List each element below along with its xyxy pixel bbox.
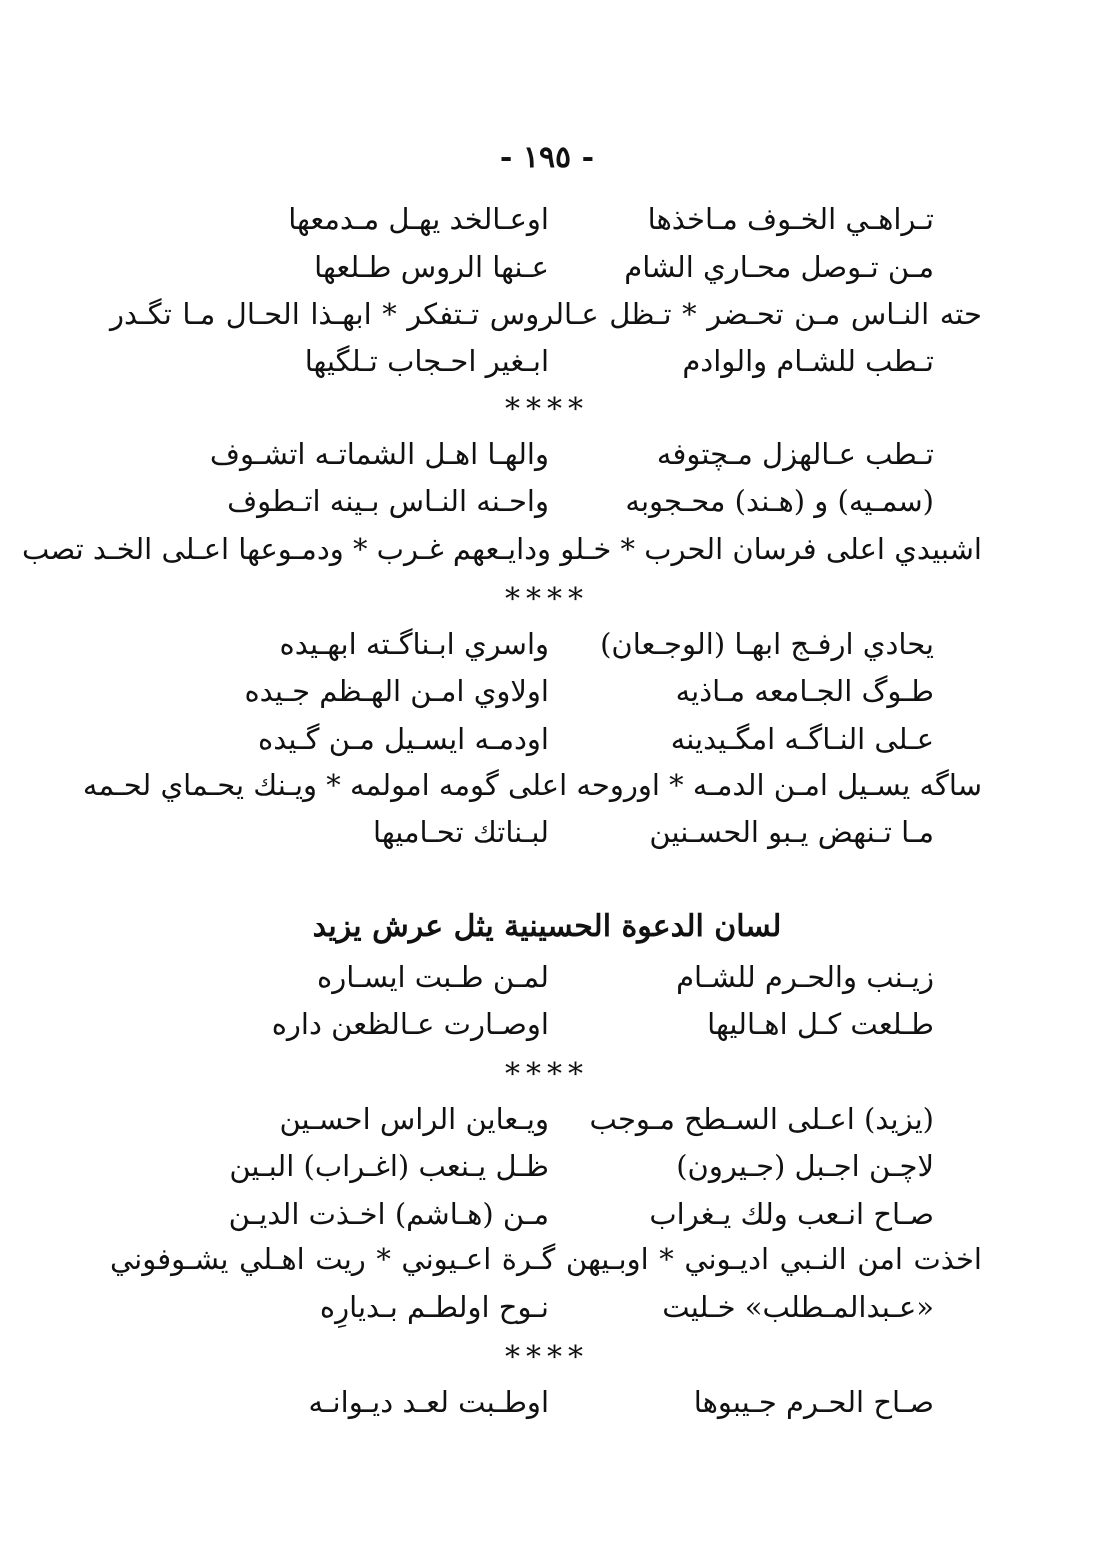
verse-first-hemistich: لاچـن اجـبل (جـيرون) (676, 1149, 934, 1183)
verse-first-hemistich: طـلعت كـل اهـاليها (707, 1007, 934, 1041)
refrain-line: حته النـاس مـن تحـضر * تـظل عـالروس تـتفكر * ابهـذا الحـال مـا تگـدر (110, 297, 982, 331)
verse-first-hemistich: تـطب عـالهزل مـچتوفه (656, 437, 934, 471)
verse-first-hemistich: زيـنب والحـرم للشـام (676, 960, 934, 994)
verse-first-hemistich: طـوگ الجـامعه مـاذيه (675, 674, 934, 708)
verse-line (0, 815, 1094, 854)
verse-line (0, 1007, 1094, 1046)
verse-second-hemistich: نـوح اولطـم بـديارِه (319, 1290, 549, 1324)
verse-line (0, 674, 1094, 713)
verse-second-hemistich: واحـنه النـاس بـينه اتـطوف (227, 484, 549, 518)
verse-second-hemistich: اوصـارت عـالظعن داره (271, 1007, 549, 1041)
verse-line (0, 1290, 1094, 1329)
verse-first-hemistich: تـطب للشـام والوادم (682, 344, 934, 378)
verse-second-hemistich: مـن (هـاشم) اخـذت الديـن (228, 1197, 549, 1231)
verse-line (0, 1102, 1094, 1141)
verse-second-hemistich: اوعـالخد يهـل مـدمعها (288, 202, 549, 236)
verse-second-hemistich: ويـعاين الراس احسـين (279, 1102, 549, 1136)
verse-line (0, 202, 1094, 241)
verse-second-hemistich: عـنها الروس طـلعها (314, 250, 549, 284)
verse-line (0, 344, 1094, 383)
refrain-line: اشبيدي اعلى فرسان الحرب * خـلو ودايـعهم غـرب * ودمـوعها اعـلى الخـد تصب (21, 532, 982, 566)
verse-first-hemistich: تـراهـي الخـوف مـاخذها (647, 202, 934, 236)
refrain-line: ساگه يسـيل امـن الدمـه * اوروحه اعلى گومه امولمه * ويـنك يحـماي لحـمه (82, 768, 982, 802)
verse-second-hemistich: والهـا اهـل الشماتـه اتشـوف (209, 437, 549, 471)
verse-line (0, 437, 1094, 476)
stanza-separator: **** (505, 1340, 589, 1375)
verse-line (0, 484, 1094, 523)
verse-first-hemistich: (يزيد) اعـلى السـطح مـوجب (589, 1102, 934, 1136)
verse-second-hemistich: اولاوي امـن الهـظم جـيده (244, 674, 549, 708)
verse-first-hemistich: صـاح انـعب ولك يـغراب (649, 1197, 934, 1231)
verse-second-hemistich: لمـن طـبت ايسـاره (317, 960, 549, 994)
stanza-separator: **** (505, 1057, 589, 1092)
verse-line (0, 250, 1094, 289)
verse-second-hemistich: ابـغير احـجاب تـلگيها (304, 344, 549, 378)
verse-first-hemistich: «عـبدالمـطلب» خـليت (662, 1290, 934, 1324)
verse-second-hemistich: لبـناتك تحـاميها (372, 815, 549, 849)
verse-second-hemistich: اوطـبت لعـد ديـوانـه (308, 1385, 549, 1419)
verse-first-hemistich: يحادي ارفـج ابهـا (الوجـعان) (600, 627, 934, 661)
verse-second-hemistich: ظـل يـنعب (اغـراب) البـين (229, 1149, 549, 1183)
verse-second-hemistich: اودمـه ايسـيل مـن گـيده (258, 722, 549, 756)
section-title: لسان الدعوة الحسينية يثل عرش يزيد (312, 909, 782, 944)
stanza-separator: **** (505, 392, 589, 427)
verse-first-hemistich: عـلى النـاگـه امگـيدينه (670, 722, 934, 756)
verse-first-hemistich: صـاح الحـرم جـيبوها (693, 1385, 934, 1419)
verse-second-hemistich: واسري ابـناگـته ابهـيده (279, 627, 549, 661)
verse-line (0, 1149, 1094, 1188)
verse-line (0, 722, 1094, 761)
page-number: - ١٩٥ - (499, 140, 595, 175)
verse-line (0, 1385, 1094, 1424)
refrain-line: اخذت امن النـبي اديـوني * اوبـيهن گـرة اعـيوني * ريت اهـلي يشـوفوني (110, 1242, 982, 1276)
verse-line (0, 627, 1094, 666)
stanza-separator: **** (505, 582, 589, 617)
verse-first-hemistich: مـا تـنهض يـبو الحسـنين (649, 815, 934, 849)
verse-line (0, 1197, 1094, 1236)
verse-first-hemistich: (سمـيه) و (هـند) محـجوبه (625, 484, 934, 518)
verse-line (0, 960, 1094, 999)
verse-first-hemistich: مـن تـوصل محـاري الشام (624, 250, 934, 284)
